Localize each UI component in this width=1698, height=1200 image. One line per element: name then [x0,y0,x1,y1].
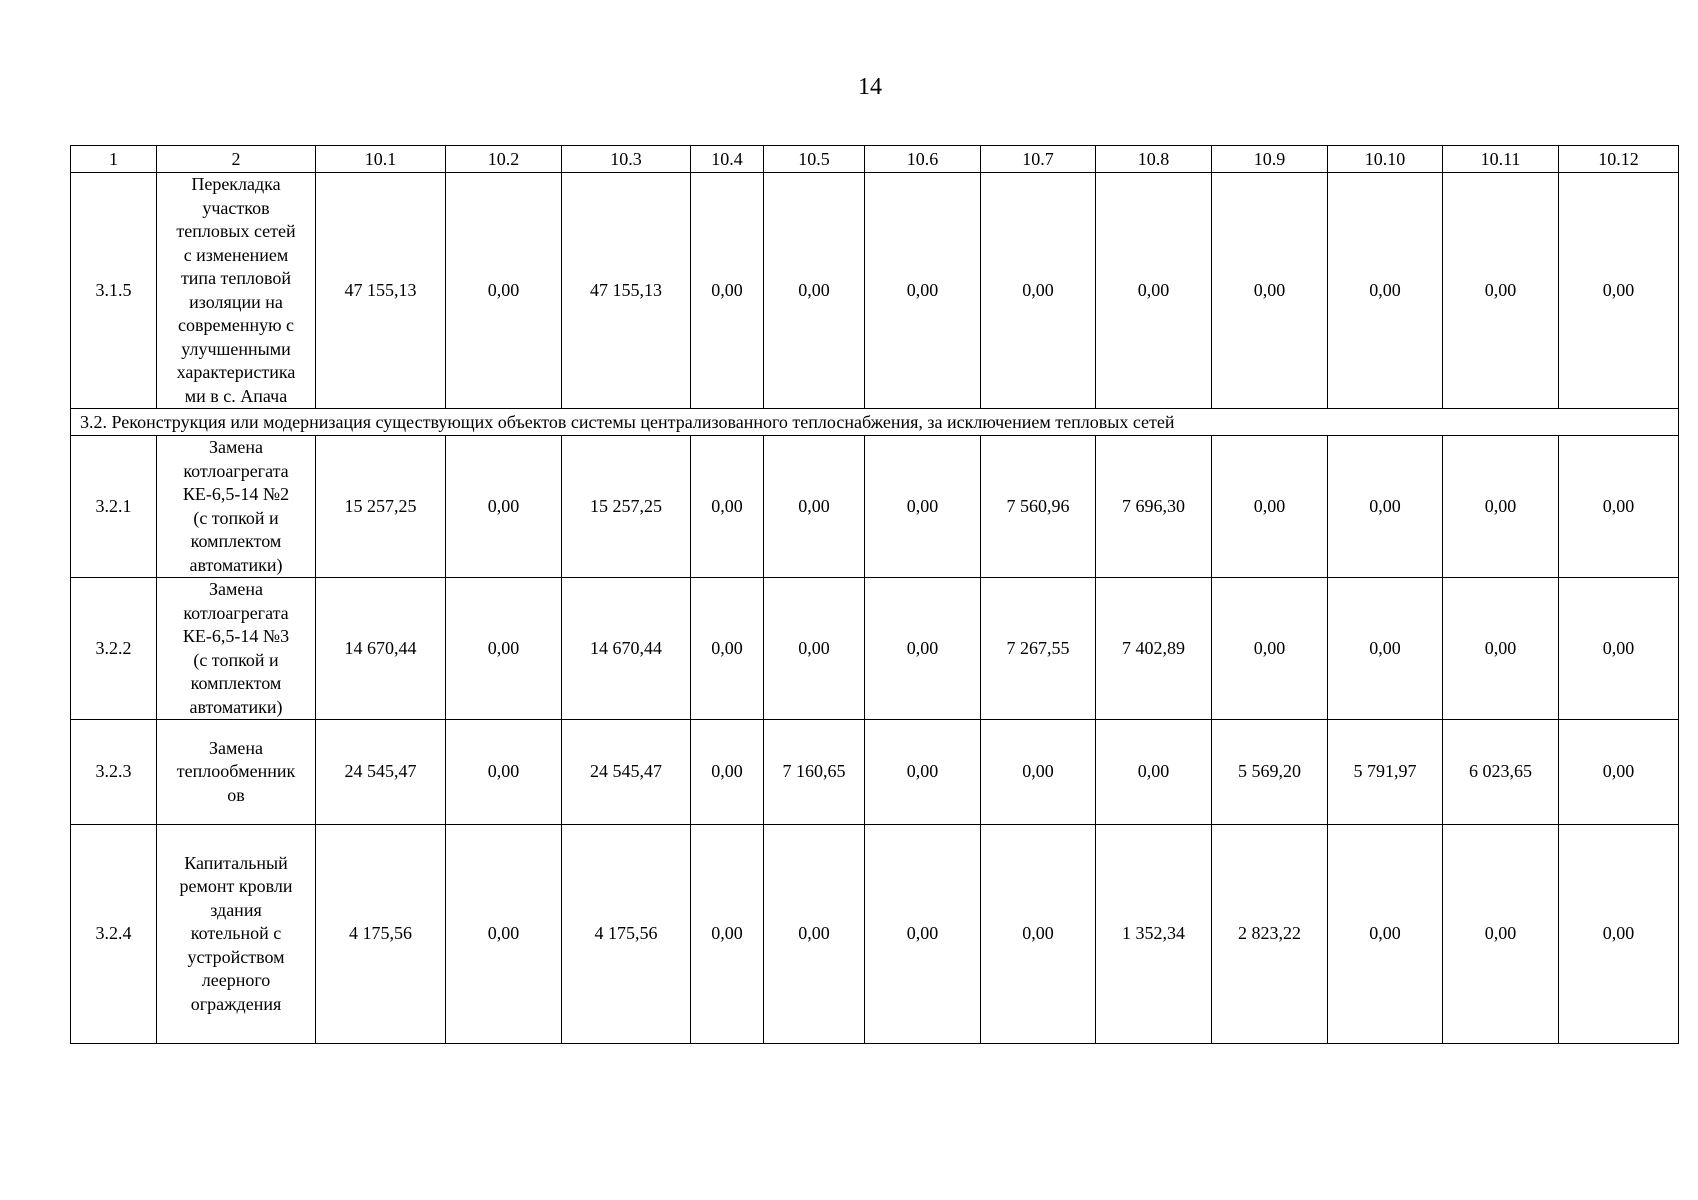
value-cell: 0,00 [981,173,1096,409]
value-cell: 0,00 [1559,578,1679,720]
value-cell: 5 791,97 [1328,720,1443,825]
header-cell: 10.4 [691,146,764,173]
value-cell: 2 823,22 [1212,825,1328,1044]
value-cell: 15 257,25 [316,436,446,578]
header-cell: 10.7 [981,146,1096,173]
value-cell: 4 175,56 [562,825,691,1044]
row-number: 3.1.5 [71,173,157,409]
value-cell: 15 257,25 [562,436,691,578]
header-cell: 10.1 [316,146,446,173]
value-cell: 0,00 [691,578,764,720]
row-number: 3.2.3 [71,720,157,825]
row-name: Капитальный ремонт кровли здания котельной с устройством леерного ограждения [157,825,316,1044]
value-cell: 7 402,89 [1096,578,1212,720]
row-number: 3.2.1 [71,436,157,578]
header-cell: 10.2 [446,146,562,173]
value-cell: 0,00 [1443,578,1559,720]
row-name: Замена теплообменник ов [157,720,316,825]
value-cell: 0,00 [446,173,562,409]
header-cell: 2 [157,146,316,173]
value-cell: 0,00 [691,436,764,578]
section-title: 3.2. Реконструкция или модернизация существующих объектов системы централизованного теплоснабжения, за исключением тепловых сетей [71,409,1679,436]
value-cell: 0,00 [691,173,764,409]
row-number: 3.2.2 [71,578,157,720]
page-number: 14 [858,74,882,100]
value-cell: 7 160,65 [764,720,865,825]
value-cell: 0,00 [865,825,981,1044]
value-cell: 0,00 [1096,720,1212,825]
value-cell: 0,00 [1559,436,1679,578]
table-row [71,825,1679,1044]
value-cell: 14 670,44 [316,578,446,720]
value-cell: 0,00 [446,825,562,1044]
value-cell: 0,00 [1212,578,1328,720]
value-cell: 0,00 [764,578,865,720]
header-cell: 1 [71,146,157,173]
row-name: Перекладка участков тепловых сетей с изменением типа тепловой изоляции на современную с улучшенными характеристика ми в с. Апача [157,173,316,409]
value-cell: 0,00 [865,720,981,825]
value-cell: 7 696,30 [1096,436,1212,578]
value-cell: 24 545,47 [562,720,691,825]
value-cell: 0,00 [1328,436,1443,578]
value-cell: 0,00 [1559,173,1679,409]
value-cell: 0,00 [691,825,764,1044]
header-cell: 10.11 [1443,146,1559,173]
value-cell: 0,00 [1212,173,1328,409]
value-cell: 0,00 [981,825,1096,1044]
row-name: Замена котлоагрегата КЕ-6,5-14 №3 (с топкой и комплектом автоматики) [157,578,316,720]
value-cell: 0,00 [1328,578,1443,720]
value-cell: 0,00 [1443,436,1559,578]
header-cell: 10.10 [1328,146,1443,173]
value-cell: 0,00 [1559,825,1679,1044]
value-cell: 14 670,44 [562,578,691,720]
header-cell: 10.5 [764,146,865,173]
value-cell: 0,00 [1096,173,1212,409]
table-row [71,720,1679,825]
value-cell: 0,00 [1443,825,1559,1044]
header-cell: 10.9 [1212,146,1328,173]
value-cell: 0,00 [1212,436,1328,578]
header-cell: 10.6 [865,146,981,173]
value-cell: 0,00 [1559,720,1679,825]
value-cell: 6 023,65 [1443,720,1559,825]
value-cell: 47 155,13 [562,173,691,409]
header-cell: 10.3 [562,146,691,173]
table-row [71,173,1679,409]
value-cell: 1 352,34 [1096,825,1212,1044]
value-cell: 0,00 [446,578,562,720]
value-cell: 0,00 [691,720,764,825]
value-cell: 0,00 [764,436,865,578]
value-cell: 0,00 [865,173,981,409]
table-row [71,578,1679,720]
value-cell: 0,00 [865,578,981,720]
data-table [70,145,1679,1044]
value-cell: 47 155,13 [316,173,446,409]
value-cell: 7 560,96 [981,436,1096,578]
value-cell: 0,00 [764,173,865,409]
value-cell: 4 175,56 [316,825,446,1044]
header-cell: 10.8 [1096,146,1212,173]
header-cell: 10.12 [1559,146,1679,173]
value-cell: 7 267,55 [981,578,1096,720]
row-number: 3.2.4 [71,825,157,1044]
table-row [71,436,1679,578]
section-row [71,409,1679,436]
value-cell: 0,00 [446,436,562,578]
value-cell: 0,00 [1328,825,1443,1044]
value-cell: 0,00 [865,436,981,578]
value-cell: 24 545,47 [316,720,446,825]
value-cell: 0,00 [981,720,1096,825]
value-cell: 0,00 [1328,173,1443,409]
row-name: Замена котлоагрегата КЕ-6,5-14 №2 (с топкой и комплектом автоматики) [157,436,316,578]
value-cell: 5 569,20 [1212,720,1328,825]
value-cell: 0,00 [764,825,865,1044]
value-cell: 0,00 [1443,173,1559,409]
table-header-row [71,146,1679,173]
value-cell: 0,00 [446,720,562,825]
